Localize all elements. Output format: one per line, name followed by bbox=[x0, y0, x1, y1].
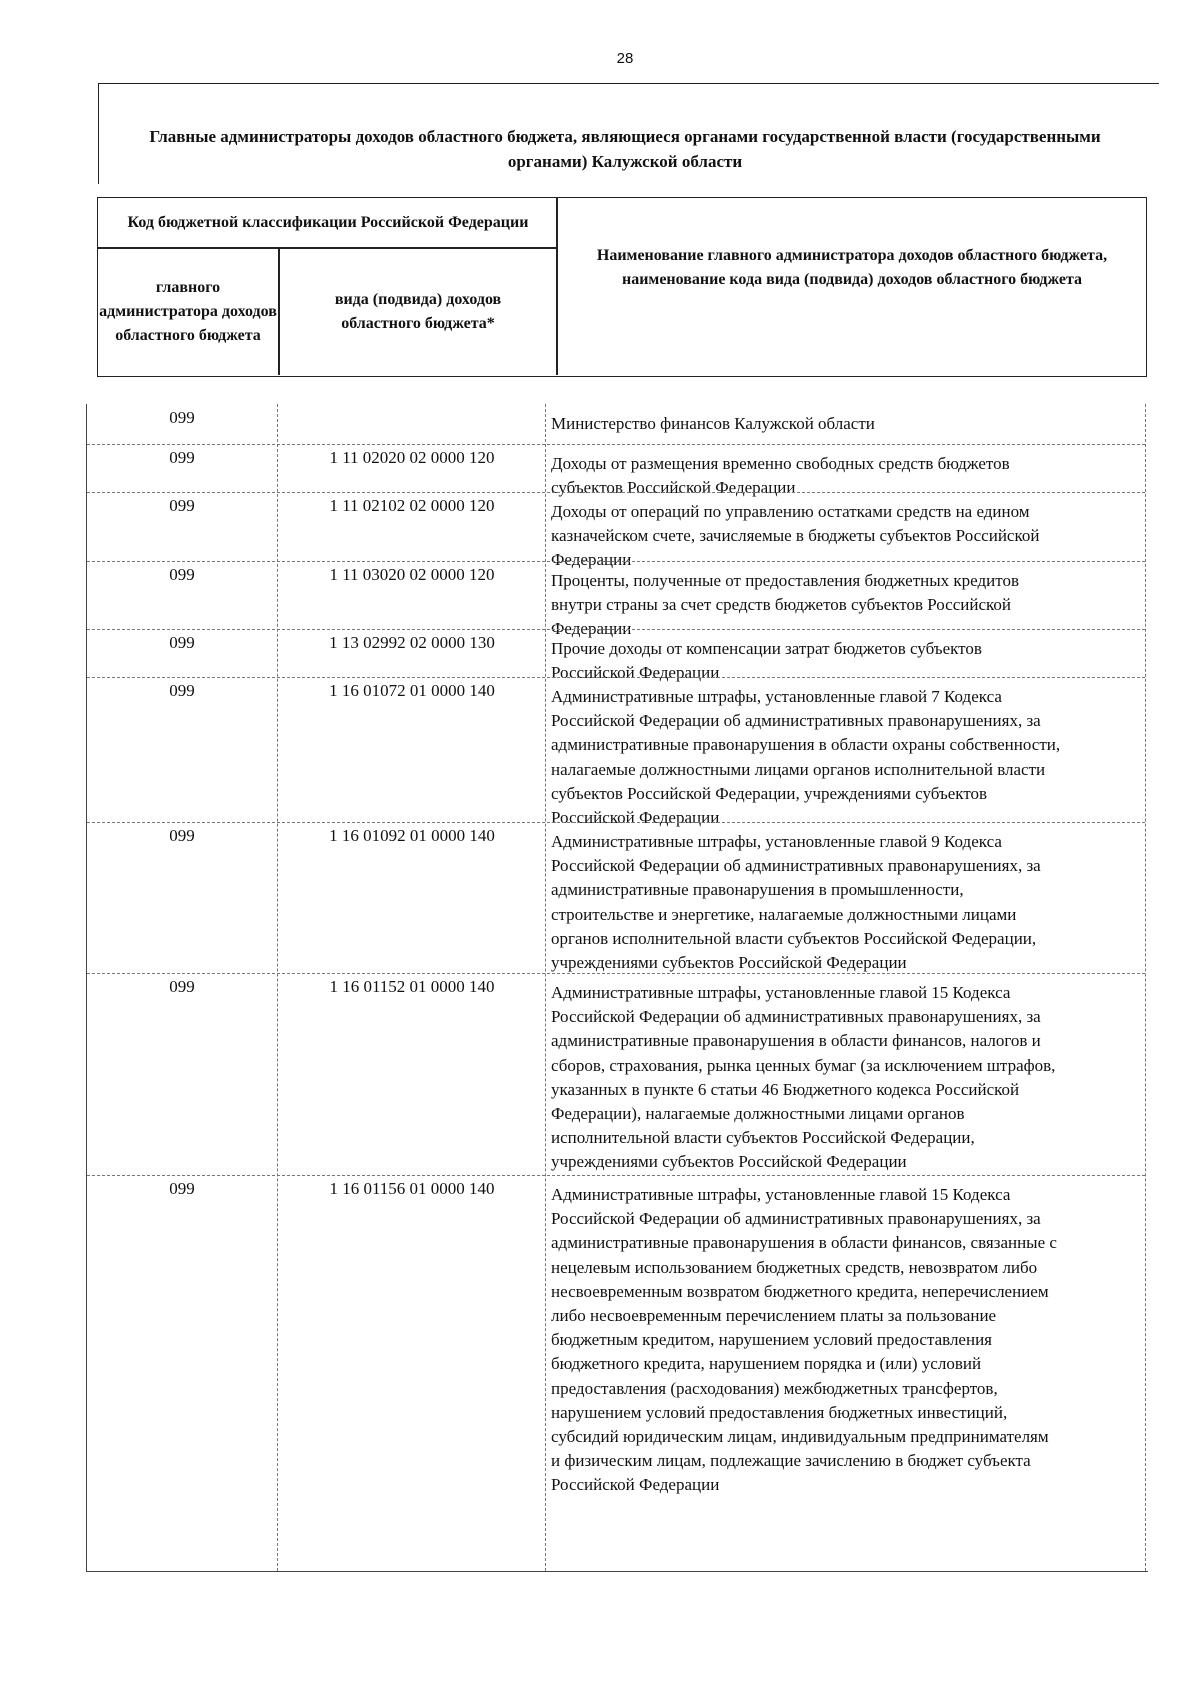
document-title: Главные администраторы доходов областного бюджета, являющиеся органами государственной власти (государственными органами) Калужской области bbox=[149, 127, 1101, 171]
table-header bbox=[97, 197, 1147, 377]
income-name-cell: Административные штрафы, установленные главой 15 Кодекса Российской Федерации об административных правонарушениях, за административные правонарушения в области финансов, налогов и сборов, страхования, рынка ценных бумаг (за исключением штрафов, указанных в пункте 6 статьи 46 Бюджетного кодекса Российской Федерации), налагаемые должностными лицами органов исполнительной власти субъектов Российской Федерации, учреждениями субъектов Российской Федерации bbox=[551, 983, 1056, 1172]
page-number: 28 bbox=[616, 50, 634, 67]
income-name-cell: Доходы от размещения временно свободных средств бюджетов субъектов Российской Федерации bbox=[551, 454, 1010, 498]
admin-code-cell: 099 bbox=[169, 496, 195, 515]
header-admin-code: главного администратора доходов областного бюджета bbox=[99, 279, 277, 344]
admin-code-cell: 099 bbox=[169, 681, 195, 700]
admin-code-cell: 099 bbox=[169, 565, 195, 584]
income-name-cell: Прочие доходы от компенсации затрат бюджетов субъектов Российской Федерации bbox=[551, 639, 982, 683]
income-name-cell: Министерство финансов Калужской области bbox=[551, 414, 875, 433]
income-name-cell: Доходы от операций по управлению остатками средств на едином казначейском счете, зачисляемые в бюджеты субъектов Российской Федерации bbox=[551, 502, 1040, 570]
income-code-cell: 1 16 01072 01 0000 140 bbox=[329, 681, 495, 700]
header-name: Наименование главного администратора доходов областного бюджета, наименование кода вида (подвида) доходов областного бюджета bbox=[596, 247, 1108, 288]
income-code-cell: 1 11 03020 02 0000 120 bbox=[329, 565, 495, 584]
income-code-cell: 1 11 02020 02 0000 120 bbox=[329, 448, 495, 467]
admin-code-cell: 099 bbox=[169, 408, 195, 427]
income-name-cell: Административные штрафы, установленные главой 15 Кодекса Российской Федерации об административных правонарушениях, за административные правонарушения в области финансов, связанные с нецелевым использованием бюджетных средств, невозвратом либо несвоевременным возвратом бюджетного кредита, неперечислением либо несвоевременным перечислением платы за пользование бюджетным кредитом, нарушением условий предоставления бюджетного кредита, нарушением порядка и (или) условий предоставления (расходования) межбюджетных трансфертов, нарушением условий предоставления бюджетных инвестиций, субсидий юридическим лицам, индивидуальным предпринимателям и физическим лицам, подлежащие зачислению в бюджет субъекта Российской Федерации bbox=[551, 1185, 1057, 1495]
header-group-code: Код бюджетной классификации Российской Федерации bbox=[127, 213, 529, 231]
income-code-cell: 1 16 01152 01 0000 140 bbox=[329, 977, 495, 996]
income-code-cell: 1 11 02102 02 0000 120 bbox=[329, 496, 495, 515]
income-table bbox=[86, 404, 1148, 1572]
admin-code-cell: 099 bbox=[169, 448, 195, 467]
admin-code-cell: 099 bbox=[169, 1179, 195, 1198]
header-income-code: вида (подвида) доходов областного бюджета* bbox=[334, 291, 502, 332]
admin-code-cell: 099 bbox=[169, 633, 195, 652]
admin-code-cell: 099 bbox=[169, 977, 195, 996]
income-name-cell: Административные штрафы, установленные главой 7 Кодекса Российской Федерации об административных правонарушениях, за административные правонарушения в области охраны собственности, налагаемые должностными лицами органов исполнительной власти субъектов Российской Федерации, учреждениями субъектов Российской Федерации bbox=[551, 687, 1061, 828]
income-name-cell: Административные штрафы, установленные главой 9 Кодекса Российской Федерации об административных правонарушениях, за административные правонарушения в промышленности, строительстве и энергетике, налагаемые должностными лицами органов исполнительной власти субъектов Российской Федерации, учреждениями субъектов Российской Федерации bbox=[551, 832, 1041, 973]
income-code-cell: 1 13 02992 02 0000 130 bbox=[329, 633, 495, 652]
admin-code-cell: 099 bbox=[169, 826, 195, 845]
income-name-cell: Проценты, полученные от предоставления бюджетных кредитов внутри страны за счет средств бюджетов субъектов Российской Федерации bbox=[551, 571, 1019, 639]
income-code-cell: 1 16 01092 01 0000 140 bbox=[329, 826, 495, 845]
income-code-cell: 1 16 01156 01 0000 140 bbox=[329, 1179, 495, 1198]
